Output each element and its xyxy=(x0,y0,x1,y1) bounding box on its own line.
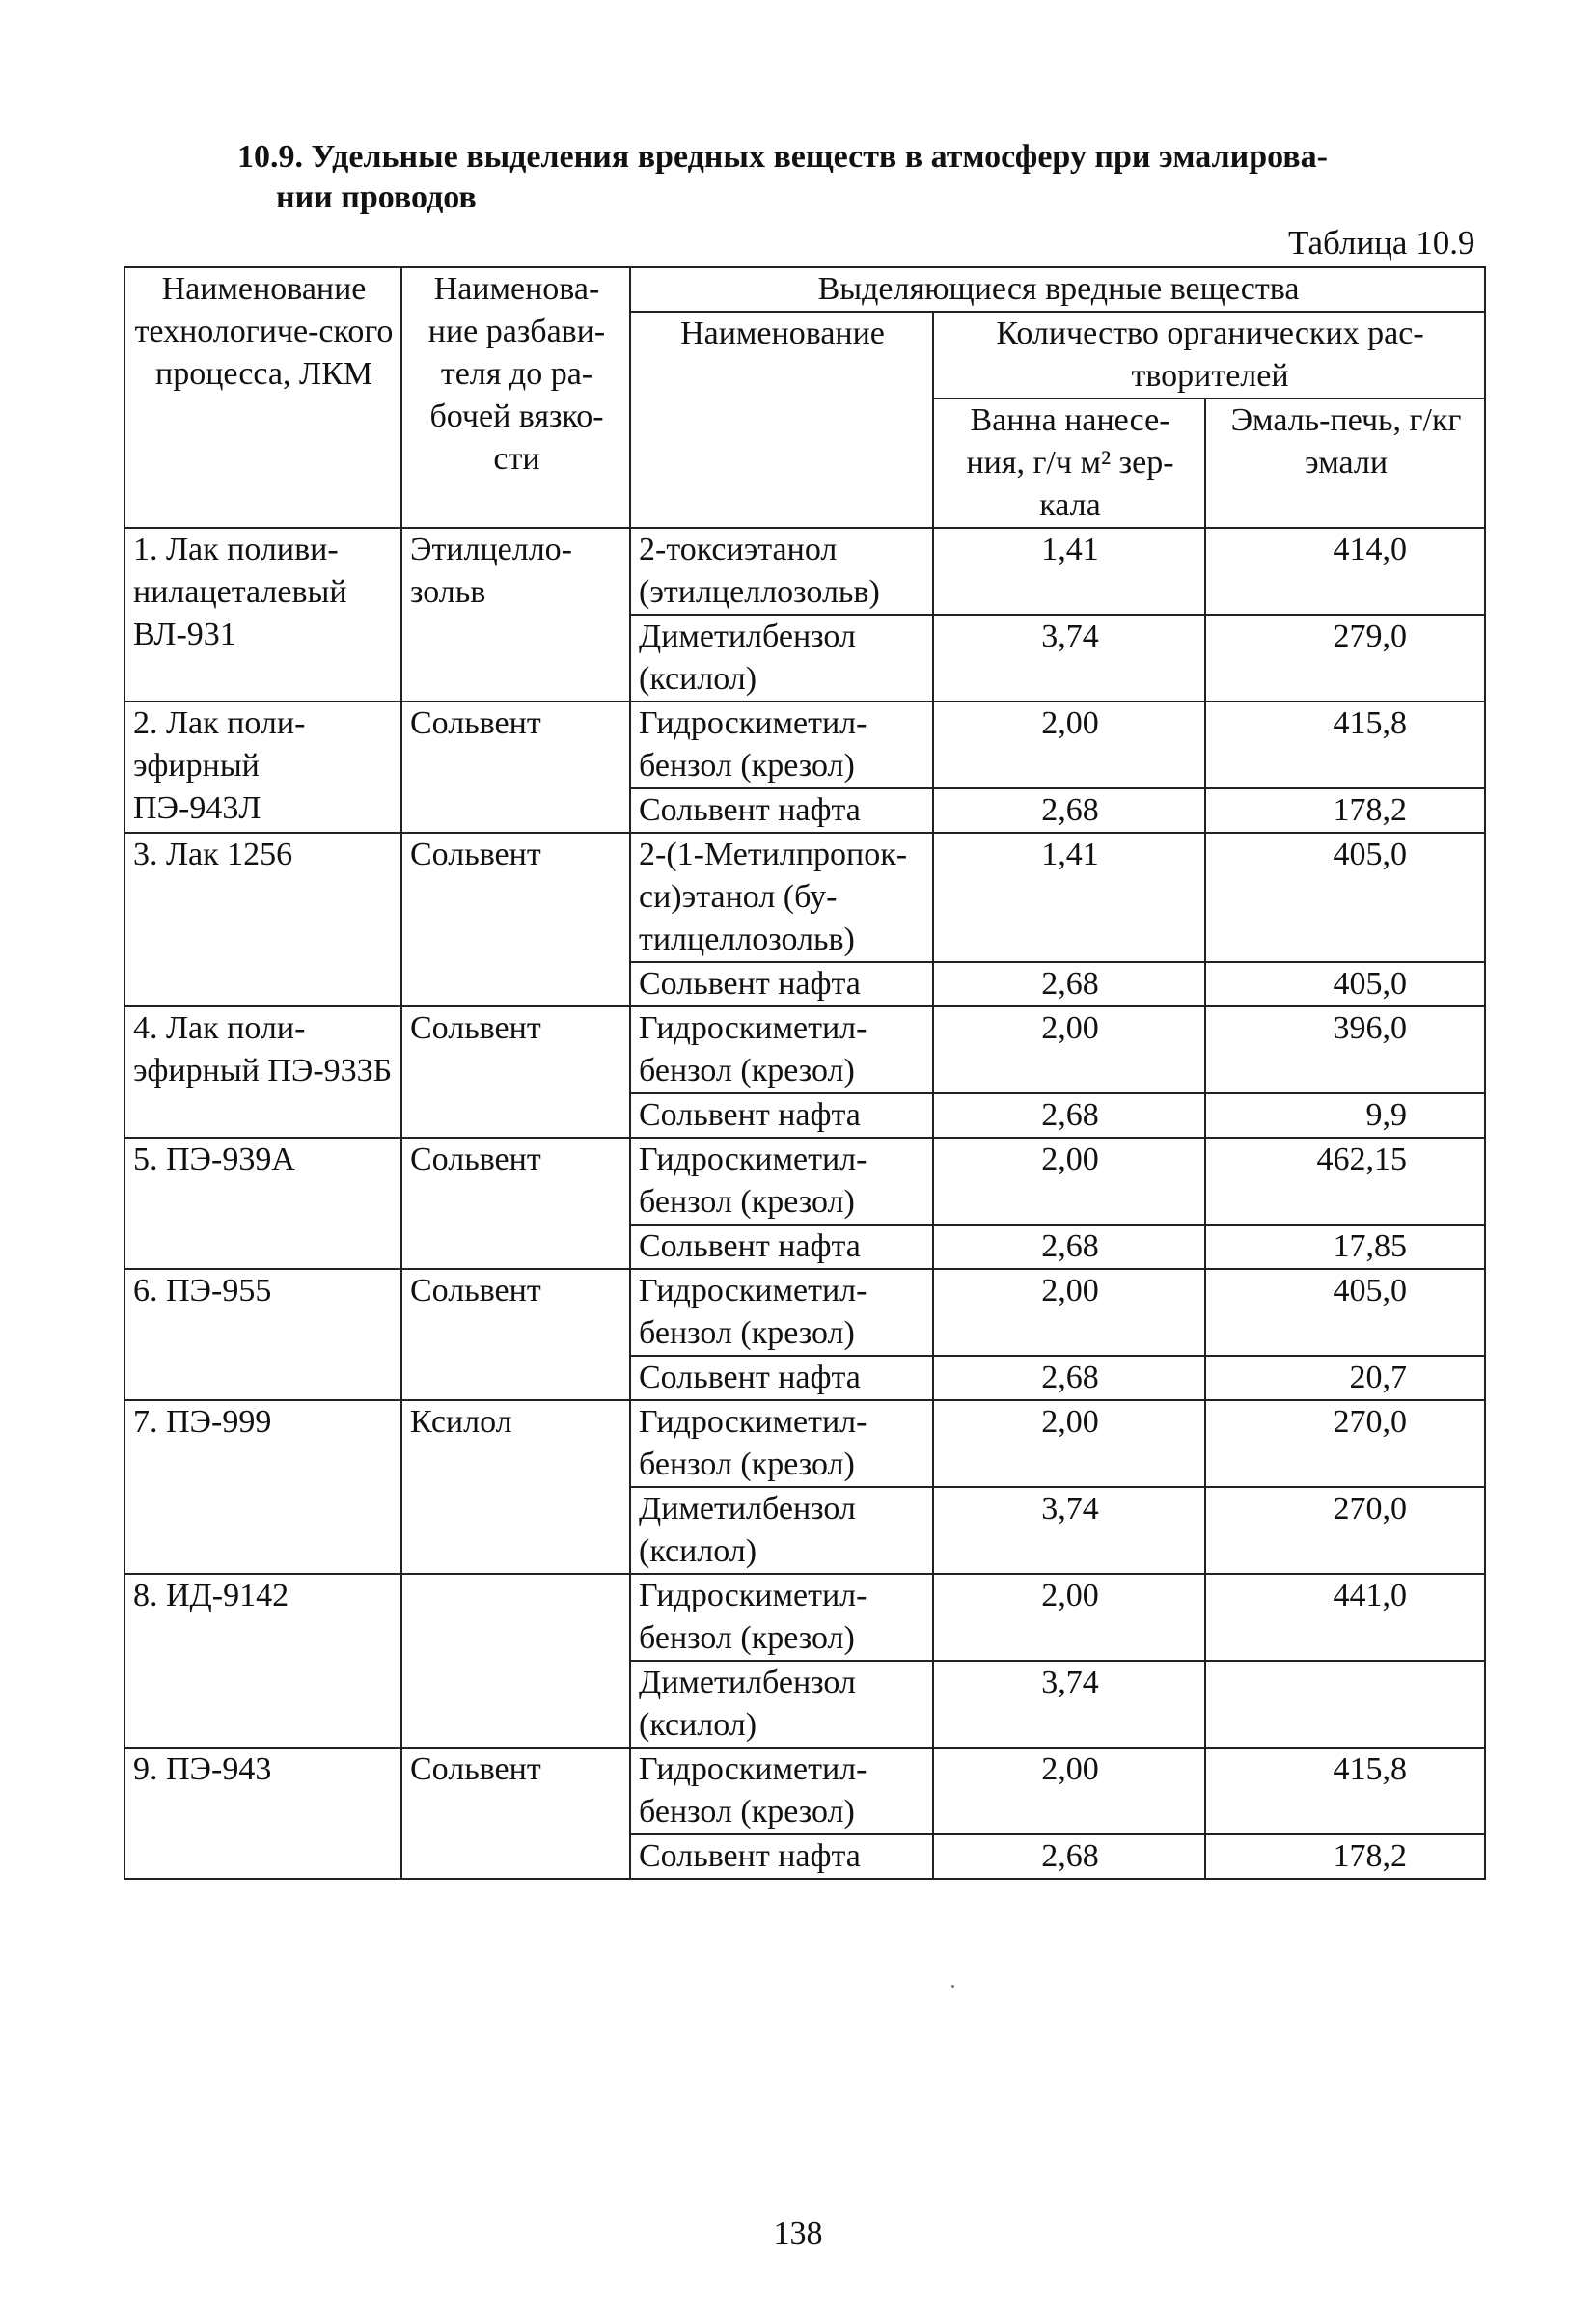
table-caption: Таблица 10.9 xyxy=(1288,224,1475,262)
process-cell: 5. ПЭ-939А xyxy=(124,1138,401,1269)
substance-name-cell: Сольвент нафта xyxy=(630,1356,933,1400)
oven-value-cell: 414,0 xyxy=(1205,528,1485,615)
substance-name-cell: Гидроскиметил-бензол (крезол) xyxy=(630,1269,933,1356)
substance-name-cell: Сольвент нафта xyxy=(630,1225,933,1269)
process-cell: 4. Лак поли-эфирный ПЭ-933Б xyxy=(124,1006,401,1138)
table-row xyxy=(124,1748,1485,1834)
oven-value-cell: 396,0 xyxy=(1205,1006,1485,1093)
section-heading-line1: 10.9. Удельные выделения вредных веществ в атмосферу при эмалирова- xyxy=(237,139,1328,175)
header-process: Наименование технологиче-ского процесса, ЛКМ xyxy=(124,267,401,528)
bath-value-cell: 3,74 xyxy=(933,1661,1205,1748)
page-number: 138 xyxy=(773,2216,823,2251)
substance-name-cell: Сольвент нафта xyxy=(630,1834,933,1879)
table-row xyxy=(124,1574,1485,1661)
diluent-cell: Сольвент xyxy=(401,702,630,833)
oven-value-cell: 178,2 xyxy=(1205,1834,1485,1879)
header-oven: Эмаль-печь, г/кг эмали xyxy=(1205,399,1485,528)
bath-value-cell: 2,68 xyxy=(933,788,1205,833)
substance-name-cell: 2-(1-Метилпропок-си)этанол (бу-тилцеллозольв) xyxy=(630,833,933,962)
table-row xyxy=(124,528,1485,615)
bath-value-cell: 2,68 xyxy=(933,1093,1205,1138)
oven-value-cell: 415,8 xyxy=(1205,702,1485,788)
substance-name-cell: Диметилбензол (ксилол) xyxy=(630,615,933,702)
bath-value-cell: 2,00 xyxy=(933,1138,1205,1225)
oven-value-cell: 9,9 xyxy=(1205,1093,1485,1138)
diluent-cell: Сольвент xyxy=(401,1138,630,1269)
bath-value-cell: 2,00 xyxy=(933,1006,1205,1093)
substance-name-cell: Гидроскиметил-бензол (крезол) xyxy=(630,1006,933,1093)
substance-name-cell: Гидроскиметил-бензол (крезол) xyxy=(630,1400,933,1487)
substance-name-cell: Гидроскиметил-бензол (крезол) xyxy=(630,1574,933,1661)
oven-value-cell: 20,7 xyxy=(1205,1356,1485,1400)
table-row xyxy=(124,1138,1485,1225)
substance-name-cell: Сольвент нафта xyxy=(630,788,933,833)
process-cell: 1. Лак поливи-нилацеталевый ВЛ-931 xyxy=(124,528,401,702)
table-row xyxy=(124,1400,1485,1487)
oven-value-cell: 270,0 xyxy=(1205,1400,1485,1487)
process-cell: 8. ИД-9142 xyxy=(124,1574,401,1748)
bath-value-cell: 2,00 xyxy=(933,1748,1205,1834)
substance-name-cell: Сольвент нафта xyxy=(630,962,933,1006)
header-diluent: Наименова-ние разбави-теля до ра-бочей вязко-сти xyxy=(401,267,630,528)
bath-value-cell: 2,00 xyxy=(933,1269,1205,1356)
diluent-cell: Этилцелло-зольв xyxy=(401,528,630,702)
oven-value-cell: 405,0 xyxy=(1205,833,1485,962)
diluent-cell xyxy=(401,1574,630,1748)
substance-name-cell: Гидроскиметил-бензол (крезол) xyxy=(630,1748,933,1834)
substance-name-cell: Диметилбензол (ксилол) xyxy=(630,1487,933,1574)
oven-value-cell: 17,85 xyxy=(1205,1225,1485,1269)
oven-value-cell: 441,0 xyxy=(1205,1574,1485,1661)
oven-value-cell: 405,0 xyxy=(1205,962,1485,1006)
bath-value-cell: 1,41 xyxy=(933,528,1205,615)
oven-value-cell: 270,0 xyxy=(1205,1487,1485,1574)
diluent-cell: Ксилол xyxy=(401,1400,630,1574)
table-row xyxy=(124,833,1485,962)
oven-value-cell: 462,15 xyxy=(1205,1138,1485,1225)
substance-name-cell: Гидроскиметил-бензол (крезол) xyxy=(630,1138,933,1225)
oven-value-cell: 178,2 xyxy=(1205,788,1485,833)
process-cell: 9. ПЭ-943 xyxy=(124,1748,401,1879)
bath-value-cell: 3,74 xyxy=(933,1487,1205,1574)
table-row xyxy=(124,702,1485,788)
oven-value-cell: 279,0 xyxy=(1205,615,1485,702)
bath-value-cell: 2,68 xyxy=(933,1356,1205,1400)
header-amount: Количество органических рас-творителей xyxy=(933,312,1485,399)
process-cell: 3. Лак 1256 xyxy=(124,833,401,1006)
header-bath: Ванна нанесе-ния, г/ч м² зер-кала xyxy=(933,399,1205,528)
process-cell: 6. ПЭ-955 xyxy=(124,1269,401,1400)
diluent-cell: Сольвент xyxy=(401,1006,630,1138)
bath-value-cell: 2,00 xyxy=(933,702,1205,788)
diluent-cell: Сольвент xyxy=(401,1748,630,1879)
section-heading xyxy=(237,137,1492,218)
process-cell: 7. ПЭ-999 xyxy=(124,1400,401,1574)
table-row xyxy=(124,1006,1485,1093)
bath-value-cell: 1,41 xyxy=(933,833,1205,962)
diluent-cell: Сольвент xyxy=(401,833,630,1006)
table-row xyxy=(124,1269,1485,1356)
bath-value-cell: 3,74 xyxy=(933,615,1205,702)
scan-speck xyxy=(951,1985,954,1988)
substance-name-cell: Сольвент нафта xyxy=(630,1093,933,1138)
oven-value-cell: 415,8 xyxy=(1205,1748,1485,1834)
emissions-table xyxy=(124,266,1486,1880)
header-substances: Выделяющиеся вредные вещества xyxy=(630,267,1485,312)
header-name: Наименование xyxy=(630,312,933,528)
oven-value-cell: 405,0 xyxy=(1205,1269,1485,1356)
diluent-cell: Сольвент xyxy=(401,1269,630,1400)
substance-name-cell: 2-токсиэтанол (этилцеллозольв) xyxy=(630,528,933,615)
process-cell: 2. Лак поли-эфирный ПЭ-943Л xyxy=(124,702,401,833)
bath-value-cell: 2,00 xyxy=(933,1400,1205,1487)
header-row-1 xyxy=(124,267,1485,312)
substance-name-cell: Диметилбензол (ксилол) xyxy=(630,1661,933,1748)
bath-value-cell: 2,00 xyxy=(933,1574,1205,1661)
oven-value-cell xyxy=(1205,1661,1485,1748)
substance-name-cell: Гидроскиметил-бензол (крезол) xyxy=(630,702,933,788)
bath-value-cell: 2,68 xyxy=(933,962,1205,1006)
section-heading-line2: нии проводов xyxy=(276,179,477,215)
bath-value-cell: 2,68 xyxy=(933,1834,1205,1879)
bath-value-cell: 2,68 xyxy=(933,1225,1205,1269)
